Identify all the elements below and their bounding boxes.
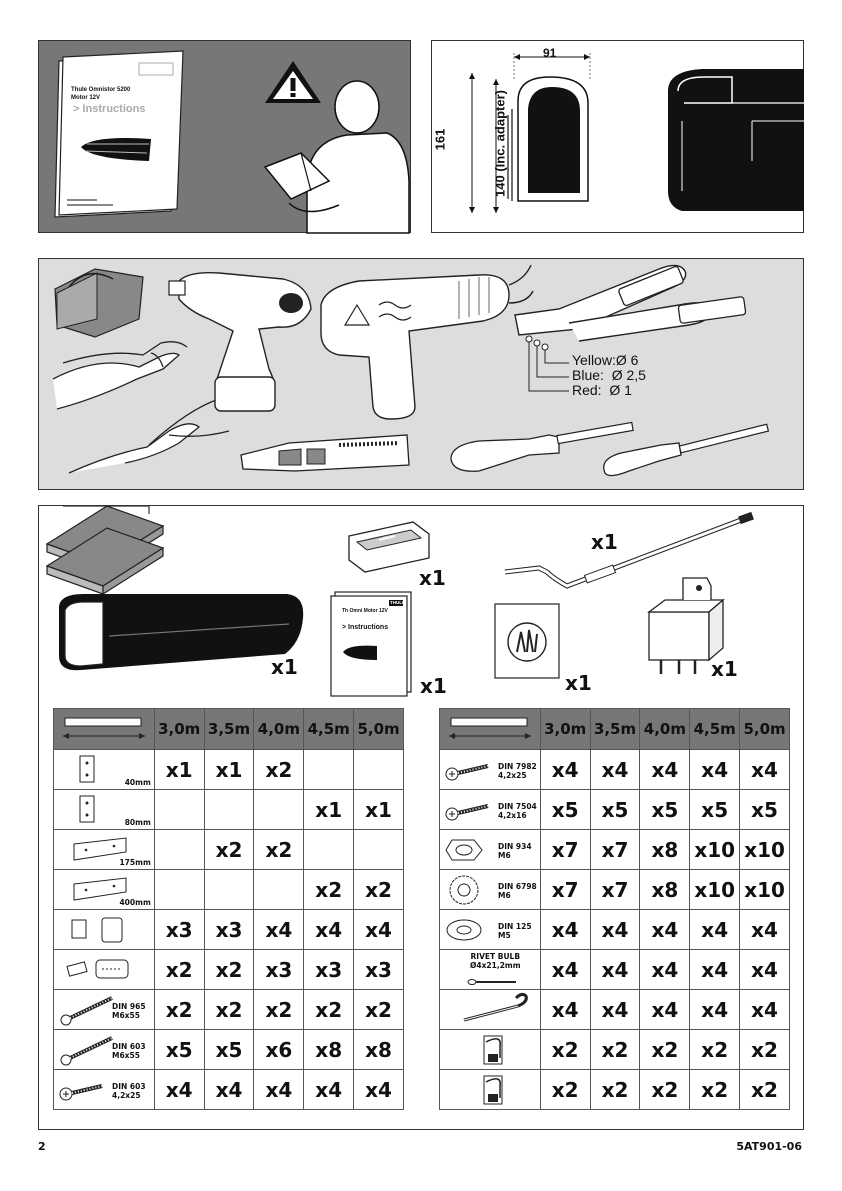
- quantity-cell: [204, 870, 254, 910]
- cordless-drill-icon: [169, 273, 311, 411]
- tools-illustration: [39, 259, 805, 491]
- manual-qty: x1: [420, 674, 447, 698]
- quantity-cell: x8: [304, 1030, 354, 1070]
- quantity-cell: [204, 790, 254, 830]
- quantity-cell: [304, 750, 354, 790]
- size-header: 3,0m: [540, 709, 590, 750]
- document-code: 5AT901-06: [736, 1140, 802, 1153]
- crimp-red-label: Red: Ø 1: [572, 382, 632, 398]
- parts-table-right: [439, 708, 790, 1110]
- size-header: 4,5m: [690, 709, 740, 750]
- part-cell: [54, 990, 155, 1030]
- size-header: 5,0m: [740, 709, 790, 750]
- quantity-cell: x5: [154, 1030, 204, 1070]
- part-cell: [54, 830, 155, 870]
- quantity-cell: x4: [740, 750, 790, 790]
- quantity-cell: x1: [304, 790, 354, 830]
- part-label: RIVET BULB Ø4x21,2mm: [470, 952, 521, 970]
- awning-3d-icon: [668, 69, 804, 211]
- part-label: DIN 6798 M6: [498, 882, 537, 900]
- awning-cassette-icon: [59, 594, 303, 670]
- quantity-cell: x4: [640, 910, 690, 950]
- toolbox-icon: [55, 269, 143, 337]
- warning-icon: [265, 61, 321, 103]
- part-cell: [440, 870, 541, 910]
- crimp-blue-label: Blue: Ø 2,5: [572, 367, 646, 383]
- crank-handle-qty: x1: [591, 530, 618, 554]
- table-row: [54, 950, 404, 990]
- quantity-cell: x10: [740, 870, 790, 910]
- quantity-cell: x4: [640, 950, 690, 990]
- quantity-cell: x8: [640, 870, 690, 910]
- quantity-cell: x2: [354, 990, 404, 1030]
- quantity-cell: x2: [304, 990, 354, 1030]
- quantity-cell: x4: [690, 950, 740, 990]
- quantity-cell: x8: [640, 830, 690, 870]
- quantity-cell: x4: [540, 950, 590, 990]
- quantity-cell: [154, 830, 204, 870]
- quantity-cell: [254, 790, 304, 830]
- quantity-cell: x2: [590, 1070, 640, 1110]
- kit-contents-panel: [38, 505, 804, 1130]
- part-cell: [440, 990, 541, 1030]
- quantity-cell: x4: [254, 910, 304, 950]
- table-row: [440, 1030, 790, 1070]
- quantity-cell: x2: [540, 1070, 590, 1110]
- motor-box-icon: [349, 522, 429, 572]
- table-row: [54, 870, 404, 910]
- quantity-cell: [154, 870, 204, 910]
- table-row: [440, 990, 790, 1030]
- part-label: DIN 934 M6: [498, 842, 532, 860]
- manual-heading: > Instructions: [73, 103, 146, 115]
- quantity-cell: x2: [740, 1030, 790, 1070]
- table-row: [54, 1070, 404, 1110]
- part-label: DIN 7982 4,2x25: [498, 762, 537, 780]
- width-dimension: 91: [543, 46, 557, 60]
- quantity-cell: x2: [640, 1070, 690, 1110]
- quantity-cell: x4: [254, 1070, 304, 1110]
- quantity-cell: x4: [354, 1070, 404, 1110]
- table-row: [440, 790, 790, 830]
- quantity-cell: x4: [740, 910, 790, 950]
- part-cell: [440, 950, 541, 990]
- quantity-cell: x4: [740, 990, 790, 1030]
- table-row: [440, 1070, 790, 1110]
- size-header: 4,5m: [304, 709, 354, 750]
- quantity-cell: x7: [590, 870, 640, 910]
- quantity-cell: x2: [154, 990, 204, 1030]
- utility-knife-icon: [241, 435, 409, 471]
- table-row: [54, 990, 404, 1030]
- quantity-cell: x2: [254, 990, 304, 1030]
- quantity-cell: x10: [690, 870, 740, 910]
- quantity-cell: x5: [740, 790, 790, 830]
- table-row: [54, 910, 404, 950]
- parts-table-left: [53, 708, 404, 1110]
- size-header: 4,0m: [640, 709, 690, 750]
- quantity-cell: x1: [354, 790, 404, 830]
- part-cell: [440, 1070, 541, 1110]
- quantity-cell: x4: [304, 1070, 354, 1110]
- tools-panel: [38, 258, 804, 490]
- quantity-cell: x3: [204, 910, 254, 950]
- quantity-cell: x3: [254, 950, 304, 990]
- quantity-cell: x2: [690, 1030, 740, 1070]
- part-cell: [54, 1070, 155, 1110]
- quantity-cell: x2: [640, 1030, 690, 1070]
- quantity-cell: x3: [154, 910, 204, 950]
- rail-length-icon: [440, 709, 541, 750]
- part-cell: [54, 1030, 155, 1070]
- pliers-icon: [53, 342, 229, 473]
- quantity-cell: x1: [204, 750, 254, 790]
- quantity-cell: x4: [690, 910, 740, 950]
- table-row: [440, 910, 790, 950]
- quantity-cell: x10: [690, 830, 740, 870]
- quantity-cell: x1: [154, 750, 204, 790]
- quantity-cell: x2: [304, 870, 354, 910]
- quantity-cell: x4: [540, 750, 590, 790]
- quantity-cell: x2: [740, 1070, 790, 1110]
- quantity-cell: x7: [540, 830, 590, 870]
- height-dimension: 161: [432, 128, 448, 151]
- part-cell: [440, 750, 541, 790]
- quantity-cell: x2: [254, 750, 304, 790]
- quantity-cell: x2: [154, 950, 204, 990]
- quantity-cell: x5: [690, 790, 740, 830]
- part-label: DIN 125 M5: [498, 922, 532, 940]
- switch-plate-icon: [495, 604, 559, 678]
- quantity-cell: x4: [204, 1070, 254, 1110]
- part-cell: [54, 790, 155, 830]
- table-header-row: [54, 709, 404, 750]
- part-label: 80mm: [124, 818, 151, 827]
- quantity-cell: x5: [640, 790, 690, 830]
- part-label: 40mm: [124, 778, 151, 787]
- quantity-cell: x7: [540, 870, 590, 910]
- quantity-cell: x6: [254, 1030, 304, 1070]
- end-cap-slotted-icon: [56, 952, 152, 988]
- switch-qty: x1: [565, 671, 592, 695]
- quantity-cell: x4: [590, 990, 640, 1030]
- quantity-cell: x2: [690, 1070, 740, 1110]
- table-row: [54, 830, 404, 870]
- quantity-cell: [254, 870, 304, 910]
- size-header: 3,5m: [590, 709, 640, 750]
- part-cell: [54, 910, 155, 950]
- part-cell: [54, 870, 155, 910]
- part-label: 175mm: [119, 858, 151, 867]
- quantity-cell: x8: [354, 1030, 404, 1070]
- size-header: 4,0m: [254, 709, 304, 750]
- quantity-cell: x4: [354, 910, 404, 950]
- crimp-yellow-label: Yellow:Ø 6: [572, 352, 639, 368]
- quantity-cell: x4: [304, 910, 354, 950]
- table-row: [440, 870, 790, 910]
- quantity-cell: [304, 830, 354, 870]
- page-number: 2: [38, 1140, 46, 1153]
- kit-manual-heading: > Instructions: [342, 624, 389, 631]
- quantity-cell: x5: [204, 1030, 254, 1070]
- quantity-cell: x4: [690, 750, 740, 790]
- quantity-cell: x2: [204, 990, 254, 1030]
- table-row: [440, 830, 790, 870]
- part-label: DIN 965 M6x55: [112, 1002, 146, 1020]
- quantity-cell: x2: [540, 1030, 590, 1070]
- part-label: DIN 7504 4,2x16: [498, 802, 537, 820]
- quantity-cell: x5: [590, 790, 640, 830]
- quantity-cell: x4: [740, 950, 790, 990]
- part-cell: [54, 950, 155, 990]
- quantity-cell: x2: [354, 870, 404, 910]
- reader-illustration: [39, 41, 412, 234]
- manual-title-line2: Motor 12V: [71, 95, 101, 101]
- kit-manual-title: Th Omni Motor 12V: [342, 608, 388, 614]
- quantity-cell: x4: [540, 990, 590, 1030]
- clip-icon: [442, 1032, 538, 1068]
- screwdriver-icon: [451, 422, 768, 475]
- quantity-cell: [354, 750, 404, 790]
- quantity-cell: x2: [590, 1030, 640, 1070]
- table-row: [54, 750, 404, 790]
- quantity-cell: x10: [740, 830, 790, 870]
- crank-handle-icon: [505, 512, 754, 586]
- quantity-cell: x2: [204, 950, 254, 990]
- heat-gun-icon: [321, 265, 533, 419]
- quantity-cell: [354, 830, 404, 870]
- quantity-cell: x4: [590, 750, 640, 790]
- size-header: 5,0m: [354, 709, 404, 750]
- kit-manual-logo: THULE: [390, 600, 405, 605]
- quantity-cell: x7: [590, 830, 640, 870]
- part-cell: [440, 910, 541, 950]
- part-cell: [54, 750, 155, 790]
- part-label: DIN 603 M6x55: [112, 1042, 146, 1060]
- part-label: 400mm: [119, 898, 151, 907]
- quantity-cell: x3: [354, 950, 404, 990]
- part-cell: [440, 830, 541, 870]
- hook-icon: [442, 992, 538, 1028]
- quantity-cell: [154, 790, 204, 830]
- table-header-row: [440, 709, 790, 750]
- quantity-cell: x4: [540, 910, 590, 950]
- clip-icon: [442, 1072, 538, 1108]
- dimension-drawing: [432, 41, 805, 234]
- part-label: DIN 603 4,2x25: [112, 1082, 146, 1100]
- quantity-cell: x3: [304, 950, 354, 990]
- part-cell: [440, 790, 541, 830]
- dimensions-panel: [431, 40, 804, 233]
- table-row: [54, 1030, 404, 1070]
- height-adapter-dimension: 140 (Inc. adapter): [492, 90, 508, 197]
- size-header: 3,0m: [154, 709, 204, 750]
- table-row: [440, 750, 790, 790]
- quantity-cell: x2: [204, 830, 254, 870]
- quantity-cell: x4: [690, 990, 740, 1030]
- size-header: 3,5m: [204, 709, 254, 750]
- awning-profile-icon: [508, 77, 588, 201]
- awning-qty: x1: [271, 655, 298, 679]
- person-reading-icon: [265, 81, 409, 233]
- relay-qty: x1: [711, 657, 738, 681]
- quantity-cell: x4: [640, 750, 690, 790]
- quantity-cell: x4: [590, 950, 640, 990]
- quantity-cell: x4: [640, 990, 690, 1030]
- quantity-cell: x5: [540, 790, 590, 830]
- manual-title-line1: Thule Omnistor 5200: [71, 87, 131, 93]
- foam-pads-icon: [47, 506, 163, 594]
- read-manual-panel: [38, 40, 411, 233]
- rail-length-icon: [54, 709, 155, 750]
- table-row: [440, 950, 790, 990]
- part-cell: [440, 1030, 541, 1070]
- quantity-cell: x4: [154, 1070, 204, 1110]
- quantity-cell: x2: [254, 830, 304, 870]
- motor-box-qty: x1: [419, 566, 446, 590]
- table-row: [54, 790, 404, 830]
- quantity-cell: x4: [590, 910, 640, 950]
- end-cap-icon: [56, 912, 152, 948]
